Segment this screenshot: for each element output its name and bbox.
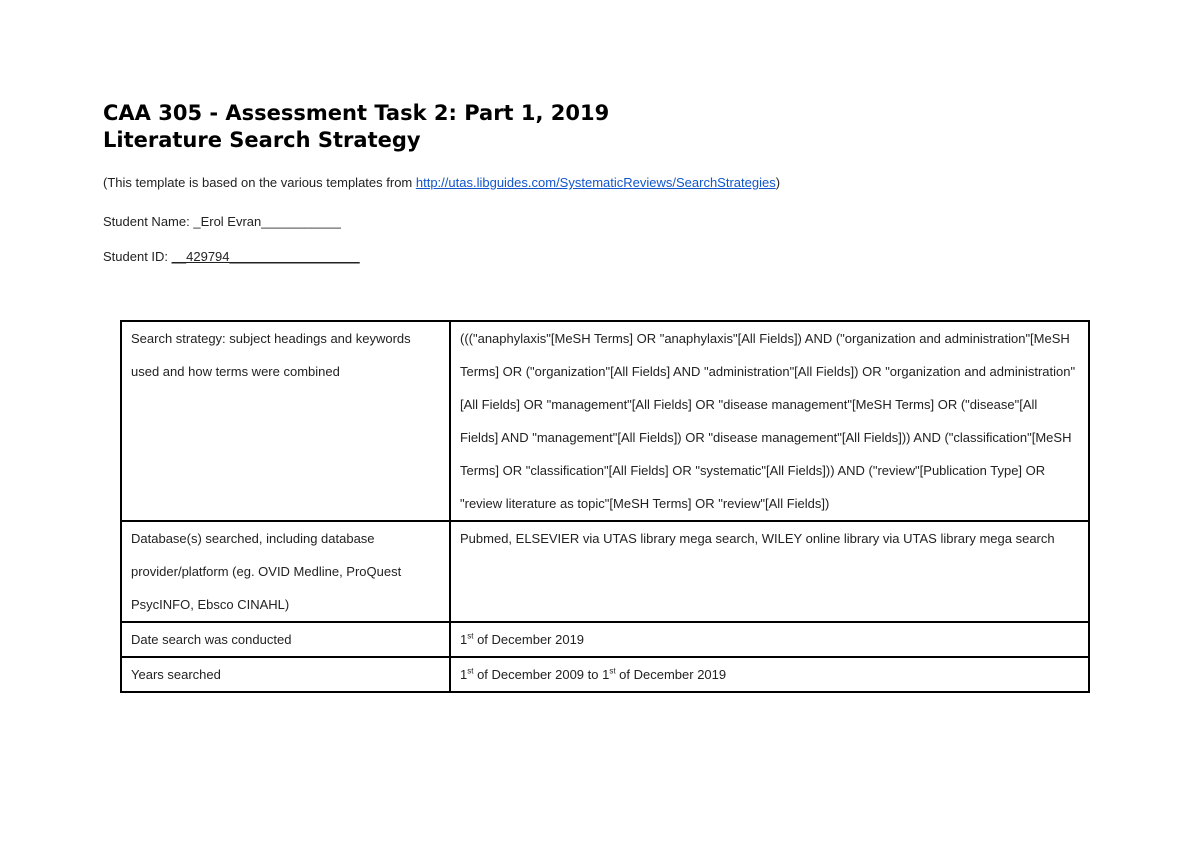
title-line-2: Literature Search Strategy [103,128,421,152]
row-label-years-searched: Years searched [121,657,450,692]
student-name-value: _Erol Evran___________ [193,214,341,229]
note-suffix: ) [775,175,781,190]
student-name-label: Student Name: [103,214,190,229]
note-prefix: (This template is based on the various templates from [103,175,416,190]
row-label-search-strategy: Search strategy: subject headings and keywords used and how terms were combined [121,321,450,521]
template-note [103,175,780,190]
title-line-1: CAA 305 - Assessment Task 2: Part 1, 2019 [103,101,610,125]
years-start-ordinal: st [467,666,474,676]
row-value-databases: Pubmed, ELSEVIER via UTAS library mega search, WILEY online library via UTAS library mega search [450,521,1089,622]
years-middle: of December 2009 to 1 [473,667,610,682]
student-id-label: Student ID: [103,249,169,264]
template-link[interactable]: http://utas.libguides.com/SystematicReviews/SearchStrategies [415,175,776,190]
table-row [121,657,1089,692]
student-id-value: __429794__________________ [171,249,360,264]
years-start-day: 1 [460,667,468,682]
date-day: 1 [460,632,468,647]
row-value-search-strategy: ((("anaphylaxis"[MeSH Terms] OR "anaphylaxis"[All Fields]) AND ("organization and administration"[MeSH Terms] OR ("organization"[All Fields] AND "administration"[All Fields]) OR "organization and administration"[All Fields] OR "management"[All Fields] OR "disease management"[MeSH Terms] OR ("disease"[All Fields] AND "management"[All Fields]) OR "disease management"[All Fields])) AND ("classification"[MeSH Terms] OR "classification"[All Fields] OR "systematic"[All Fields])) AND ("review"[Publication Type] OR "review literature as topic"[MeSH Terms] OR "review"[All Fields]) [450,321,1089,521]
row-value-years-searched [450,657,1089,692]
document-title [103,100,609,154]
search-strategy-table [120,320,1090,693]
date-ordinal: st [467,631,474,641]
table-row [121,521,1089,622]
student-name-field [103,214,341,229]
row-label-date-conducted: Date search was conducted [121,622,450,657]
years-end-ordinal: st [609,666,616,676]
table-row [121,321,1089,521]
table-row [121,622,1089,657]
years-end: of December 2019 [615,667,727,682]
date-rest: of December 2019 [473,632,585,647]
row-value-date-conducted [450,622,1089,657]
row-label-databases: Database(s) searched, including database provider/platform (eg. OVID Medline, ProQuest PsycINFO, Ebsco CINAHL) [121,521,450,622]
student-id-field [103,249,360,264]
